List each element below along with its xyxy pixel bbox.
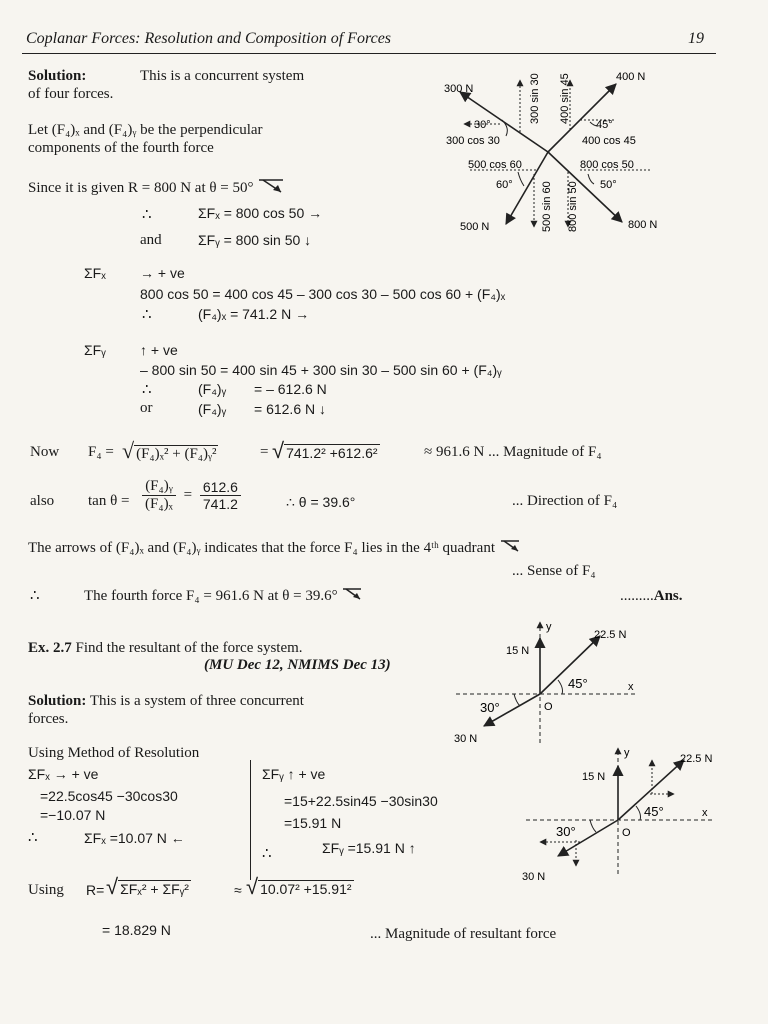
fy-therefore: ∴	[142, 382, 152, 398]
sqrt-f4-components	[122, 438, 218, 464]
label-400sin45: 400 sin 45	[559, 73, 571, 124]
fy-lhs-1: (F₄)ᵧ	[198, 381, 227, 397]
sqrt-icon: √	[246, 874, 259, 899]
answer-label: Ans.	[653, 588, 683, 604]
magnitude-result: ≈ 961.6 N ... Magnitude of F₄	[424, 444, 602, 460]
fy-equation: – 800 sin 50 = 400 sin 45 + 300 sin 30 – 500 sin 60 + (F₄)ᵧ	[140, 362, 502, 378]
frac-den-2: 741.2	[202, 496, 238, 512]
fourth-quadrant-arrow-icon	[341, 586, 365, 602]
f4-equals: F₄ =	[88, 444, 114, 460]
label-500n: 500 N	[460, 221, 490, 233]
fig2-x-label: x	[628, 681, 634, 693]
final-text: The fourth force F₄ = 961.6 N at θ = 39.6°	[84, 588, 338, 604]
running-header-title: Coplanar Forces: Resolution and Composition of Forces	[26, 30, 392, 47]
ex-fx-head: ΣFₓ → + ve	[28, 766, 99, 782]
sqrt-icon: √	[122, 438, 135, 463]
label-800n: 800 N	[628, 219, 658, 231]
using-word: Using	[28, 882, 64, 898]
fig3-15n: 15 N	[582, 771, 606, 783]
quadrant-statement	[28, 538, 523, 557]
ex-fx-result: ΣFₓ =10.07 N ←	[84, 830, 185, 846]
sqrt-content-2: 741.2² +612.6²	[286, 445, 378, 461]
fig3-y-label: y	[624, 747, 630, 759]
fx-block-dir: → + ve	[140, 265, 185, 281]
label-angle-45: 45°	[596, 119, 613, 131]
sqrt-icon: √	[272, 438, 285, 463]
label-400cos45: 400 cos 45	[582, 135, 636, 147]
r-approx: ≈	[234, 882, 242, 898]
solution-label: Solution:	[28, 68, 87, 84]
solution-intro: This is a concurrent system	[140, 68, 305, 84]
column-divider	[250, 760, 251, 880]
ex-solution-text-2: forces.	[28, 711, 69, 727]
frac-num-1: (F₄)ᵧ	[142, 478, 176, 496]
example-question: Find the resultant of the force system.	[75, 640, 303, 656]
fy-rhs-1: = – 612.6 N	[254, 381, 327, 397]
given-text: Since it is given R = 800 N at θ = 50°	[28, 180, 254, 196]
ex-fy-therefore: ∴	[262, 846, 272, 862]
answer-marker	[620, 588, 683, 605]
fig2-22-5n: 22.5 N	[594, 629, 627, 641]
r-rad-2: 10.07² +15.91²	[260, 881, 352, 897]
example-label: Ex. 2.7	[28, 640, 72, 656]
sum-fx-given: ΣFₓ = 800 cos 50 →	[198, 205, 323, 221]
fig2-angle-45: 45°	[568, 676, 588, 691]
ex-fx-eq2: =−10.07 N	[40, 807, 106, 823]
fig3-angle-45: 45°	[644, 804, 664, 819]
sqrt-r-components	[106, 874, 191, 900]
answer-dots: .........	[620, 588, 654, 604]
fig2-y-label: y	[546, 621, 552, 633]
three-force-diagram	[450, 618, 650, 748]
fy-rhs-2: = 612.6 N ↓	[254, 401, 326, 417]
or-word: or	[140, 400, 153, 416]
label-angle-60: 60°	[496, 179, 513, 191]
example-heading	[28, 640, 303, 657]
fig3-x-label: x	[702, 807, 708, 819]
sense-note: ... Sense of F₄	[512, 563, 596, 579]
ex-fx-therefore: ∴	[28, 830, 38, 846]
fy-block-head: ΣFᵧ	[84, 342, 106, 358]
let-line-1: Let (F₄)ₓ and (F₄)ᵧ be the perpendicular	[28, 122, 263, 138]
direction-note: ... Direction of F₄	[512, 493, 618, 509]
let-line-2: components of the fourth force	[28, 140, 214, 156]
now-word: Now	[30, 444, 60, 460]
four-force-diagram	[440, 62, 680, 242]
r-value: = 18.829 N	[102, 922, 171, 938]
final-therefore: ∴	[30, 588, 40, 604]
fx-therefore: ∴	[142, 307, 152, 323]
label-300n: 300 N	[444, 83, 474, 95]
sqrt-numeric	[272, 438, 380, 464]
ex-fy-eq1: =15+22.5sin45 −30sin30	[284, 793, 438, 809]
r-note: ... Magnitude of resultant force	[370, 926, 557, 942]
and-word: and	[140, 232, 162, 248]
label-angle-30: 30°	[474, 119, 491, 131]
example-source: (MU Dec 12, NMIMS Dec 13)	[204, 657, 391, 673]
given-statement	[28, 177, 287, 197]
tan-theta: tan θ =	[88, 493, 130, 509]
fig2-origin-label: O	[544, 701, 553, 713]
fourth-quadrant-arrow-icon	[257, 177, 287, 195]
label-300cos30: 300 cos 30	[446, 135, 500, 147]
label-400n: 400 N	[616, 71, 646, 83]
final-statement	[84, 586, 365, 605]
label-800sin50: 800 sin 50	[567, 181, 579, 232]
label-300sin30: 300 sin 30	[529, 73, 541, 124]
sqrt-content-1: (F₄)ₓ² + (F₄)ᵧ²	[136, 446, 217, 462]
fx-result: (F₄)ₓ = 741.2 N →	[198, 306, 310, 322]
fig2-30n: 30 N	[454, 733, 478, 745]
magnitude-equals: =	[260, 444, 269, 460]
fig3-30n: 30 N	[522, 871, 546, 883]
component-diagram	[520, 744, 720, 884]
ex-fy-result: ΣFᵧ =15.91 N ↑	[322, 840, 416, 856]
fy-block-dir: ↑ + ve	[140, 342, 178, 358]
fig2-15n: 15 N	[506, 645, 530, 657]
page-number: 19	[688, 30, 704, 47]
header-rule	[22, 53, 716, 54]
fy-lhs-2: (F₄)ᵧ	[198, 401, 227, 417]
ex-fx-eq1: =22.5cos45 −30cos30	[40, 788, 178, 804]
fx-block-head: ΣFₓ	[84, 265, 106, 281]
label-800cos50: 800 cos 50	[580, 159, 634, 171]
ex-solution	[28, 693, 304, 710]
solution-intro-2: of four forces.	[28, 86, 114, 102]
label-500cos60: 500 cos 60	[468, 159, 522, 171]
theta-result: ∴ θ = 39.6°	[286, 494, 356, 510]
fraction-components: $\frac{\text{(F₄)ᵧ}}{\text{(F₄)ₓ}}$ = $\frac{612.6}{741.2}$	[142, 478, 241, 513]
label-500sin60: 500 sin 60	[541, 181, 553, 232]
r-rad-1: ΣFₓ² + ΣFᵧ²	[120, 881, 189, 897]
sqrt-icon: √	[106, 874, 119, 899]
quadrant-text: The arrows of (F₄)ₓ and (F₄)ᵧ indicates that the force F₄ lies in the 4ᵗʰ quadrant	[28, 540, 495, 556]
frac-den-1: (F₄)ₓ	[145, 496, 173, 512]
frac-num-2: 612.6	[200, 479, 241, 496]
fourth-quadrant-arrow-icon	[499, 538, 523, 554]
fig2-angle-30: 30°	[480, 700, 500, 715]
fig3-22-5n: 22.5 N	[680, 753, 713, 765]
ex-solution-text: This is a system of three concurrent	[89, 693, 304, 709]
sqrt-r-numeric	[246, 874, 354, 900]
method-title: Using Method of Resolution	[28, 745, 200, 761]
fx-equation: 800 cos 50 = 400 cos 45 – 300 cos 30 – 500 cos 60 + (F₄)ₓ	[140, 286, 506, 302]
fig3-angle-30: 30°	[556, 824, 576, 839]
label-angle-50: 50°	[600, 179, 617, 191]
ex-fy-head: ΣFᵧ ↑ + ve	[262, 766, 326, 782]
ex-fy-eq2: =15.91 N	[284, 815, 342, 831]
sum-fy-given: ΣFᵧ = 800 sin 50 ↓	[198, 232, 312, 248]
therefore-symbol: ∴	[142, 207, 152, 223]
r-equals: R=	[86, 882, 105, 898]
also-word: also	[30, 493, 55, 509]
ex-solution-label: Solution:	[28, 693, 87, 709]
fig3-origin-label: O	[622, 827, 631, 839]
